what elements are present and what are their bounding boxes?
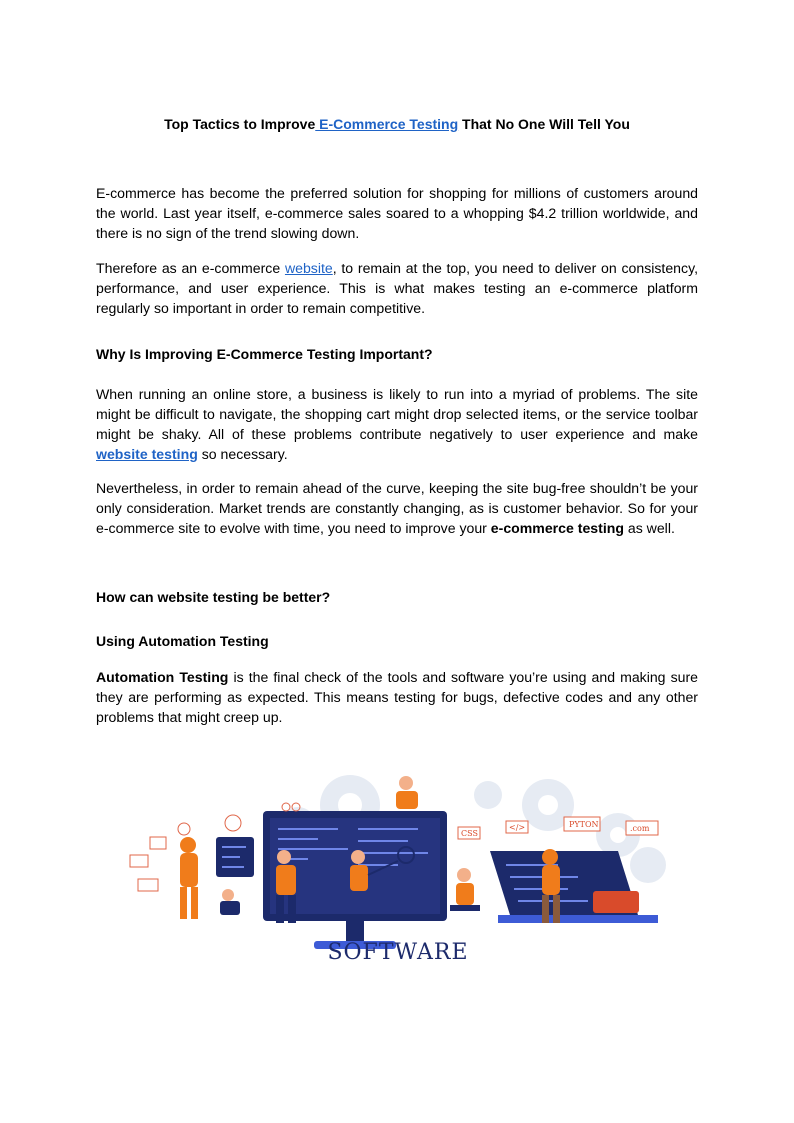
- tag-code: </>: [509, 823, 526, 832]
- subheading-automation: Using Automation Testing: [96, 633, 269, 649]
- tag-com: .com: [630, 824, 650, 833]
- title-text-end: That No One Will Tell You: [458, 116, 630, 132]
- bold-ecommerce-testing: e-commerce testing: [490, 520, 624, 536]
- link-website[interactable]: website: [284, 260, 333, 276]
- intro-paragraph-2: Therefore as an e-commerce website, to remain at the top, you need to deliver on consistency, performance, and user experience. This is what makes testing an e-commerce platform regularly so important in order to remain competitive.: [96, 260, 698, 316]
- software-illustration: [118, 765, 678, 965]
- link-website-testing[interactable]: website testing: [96, 446, 198, 462]
- tag-pyton: PYTON: [569, 820, 599, 829]
- title-link-ecommerce-testing[interactable]: E-Commerce Testing: [315, 116, 459, 132]
- illustration-caption: SOFTWARE: [327, 940, 469, 965]
- why-paragraph-2: Nevertheless, in order to remain ahead of the curve, keeping the site bug-free shouldn’t be your only consideration. Market trends are constantly changing, as is customer behavior. So for your e-commerce site to evolve with time, you need to improve your e-commerce testing as well.: [96, 480, 698, 536]
- title-text-start: Top Tactics to Improve: [164, 116, 316, 132]
- bold-automation-testing: Automation Testing: [96, 669, 229, 685]
- section-heading-why: Why Is Improving E-Commerce Testing Important?: [96, 346, 433, 362]
- intro-paragraph-1: E-commerce has become the preferred solution for shopping for millions of customers around the world. Last year itself, e-commerce sales soared to a whopping $4.2 trillion worldwide, and there is no sign of the trend slowing down.: [96, 185, 698, 241]
- why-paragraph-1: When running an online store, a business is likely to run into a myriad of problems. The site might be difficult to navigate, the shopping cart might drop selected items, or the service toolbar might be shaky. All of these problems contribute negatively to user experience and make website testing so necessary.: [96, 386, 698, 462]
- tag-css: CSS: [461, 829, 478, 838]
- section-heading-how: How can website testing be better?: [96, 589, 331, 605]
- automation-paragraph: Automation Testing is the final check of the tools and software you’re using and making sure they are performing as expected. This means testing for bugs, defective codes and any other problems that might creep up.: [96, 669, 698, 725]
- page-title: [96, 114, 698, 134]
